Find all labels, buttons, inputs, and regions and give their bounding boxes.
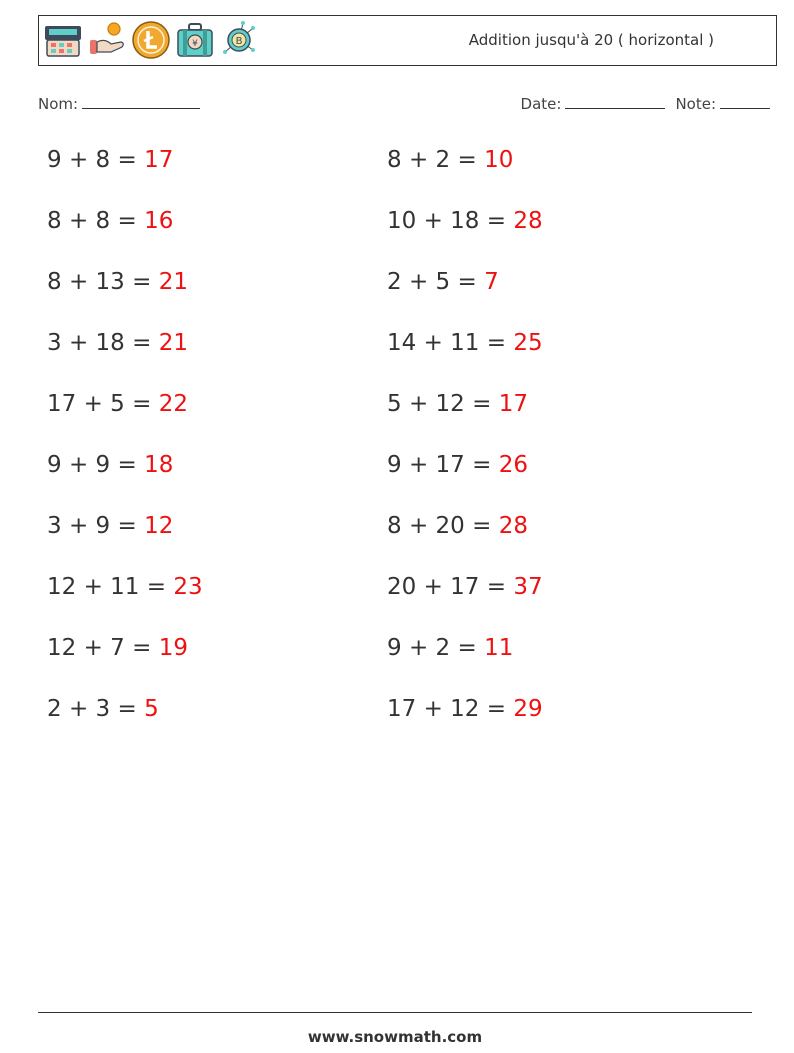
- problem-answer: 28: [513, 208, 543, 234]
- problem-question: 8 + 20 =: [387, 513, 499, 539]
- problem-answer: 23: [173, 574, 203, 600]
- problem-question: 8 + 13 =: [47, 269, 159, 295]
- problem-answer: 17: [498, 391, 528, 417]
- problem: [387, 696, 543, 722]
- problem: [47, 391, 188, 417]
- problem-question: 5 + 12 =: [387, 391, 499, 417]
- problem: [387, 330, 543, 356]
- problem: [387, 208, 543, 234]
- problem: [387, 452, 528, 478]
- problem-answer: 16: [144, 208, 174, 234]
- note-blank[interactable]: [720, 93, 770, 109]
- problem-answer: 17: [144, 147, 174, 173]
- problem-answer: 18: [144, 452, 174, 478]
- problem-question: 8 + 8 =: [47, 208, 145, 234]
- problem-question: 20 + 17 =: [387, 574, 514, 600]
- problem: [47, 208, 173, 234]
- problem-answer: 21: [158, 330, 188, 356]
- date-label: Date:: [520, 95, 562, 113]
- name-field: [38, 93, 200, 113]
- svg-text:B: B: [235, 36, 243, 47]
- problem-answer: 37: [513, 574, 543, 600]
- problem-question: 9 + 8 =: [47, 147, 145, 173]
- header-box: [38, 15, 777, 66]
- problem-question: 2 + 5 =: [387, 269, 485, 295]
- problem-answer: 28: [498, 513, 528, 539]
- problem: [387, 513, 528, 539]
- hand-coin-icon: [87, 20, 127, 60]
- date-blank[interactable]: [565, 93, 665, 109]
- problem-question: 12 + 11 =: [47, 574, 174, 600]
- problem-question: 2 + 3 =: [47, 696, 145, 722]
- bitcoin-network-icon: [219, 20, 259, 60]
- svg-text:¥: ¥: [192, 39, 198, 49]
- problem: [387, 147, 513, 173]
- problem: [47, 452, 173, 478]
- name-blank[interactable]: [82, 93, 200, 109]
- yen-briefcase-icon: [175, 20, 215, 60]
- problem-answer: 21: [158, 269, 188, 295]
- page-title: Addition jusqu'à 20 ( horizontal ): [468, 31, 714, 49]
- cash-register-icon: [43, 20, 83, 60]
- problem-answer: 29: [513, 696, 543, 722]
- problem-question: 9 + 17 =: [387, 452, 499, 478]
- problem-question: 3 + 18 =: [47, 330, 159, 356]
- problem-answer: 5: [144, 696, 159, 722]
- footer-url[interactable]: www.snowmath.com: [307, 1028, 483, 1046]
- problem-question: 8 + 2 =: [387, 147, 485, 173]
- header-icons: [43, 20, 259, 60]
- problem: [47, 269, 188, 295]
- problem-answer: 19: [158, 635, 188, 661]
- problem-question: 14 + 11 =: [387, 330, 514, 356]
- problem-answer: 11: [484, 635, 514, 661]
- problem-answer: 12: [144, 513, 174, 539]
- problem: [47, 635, 188, 661]
- footer-divider: [38, 1012, 752, 1013]
- problem-answer: 7: [484, 269, 499, 295]
- problem-answer: 22: [158, 391, 188, 417]
- problem: [387, 269, 499, 295]
- problem-question: 17 + 5 =: [47, 391, 159, 417]
- problem: [387, 635, 513, 661]
- date-note-fields: [521, 93, 770, 113]
- problem-question: 3 + 9 =: [47, 513, 145, 539]
- problem-question: 9 + 9 =: [47, 452, 145, 478]
- litecoin-icon: [131, 20, 171, 60]
- problem-question: 12 + 7 =: [47, 635, 159, 661]
- problem: [47, 513, 173, 539]
- problem: [387, 391, 528, 417]
- problem-question: 9 + 2 =: [387, 635, 485, 661]
- problem: [47, 574, 203, 600]
- problem: [47, 147, 173, 173]
- problem: [47, 696, 159, 722]
- problem: [47, 330, 188, 356]
- problem-question: 10 + 18 =: [387, 208, 514, 234]
- note-label: Note:: [675, 95, 716, 113]
- problem: [387, 574, 543, 600]
- problem-answer: 25: [513, 330, 543, 356]
- name-label: Nom:: [38, 95, 79, 113]
- problem-question: 17 + 12 =: [387, 696, 514, 722]
- problem-answer: 10: [484, 147, 514, 173]
- problem-answer: 26: [498, 452, 528, 478]
